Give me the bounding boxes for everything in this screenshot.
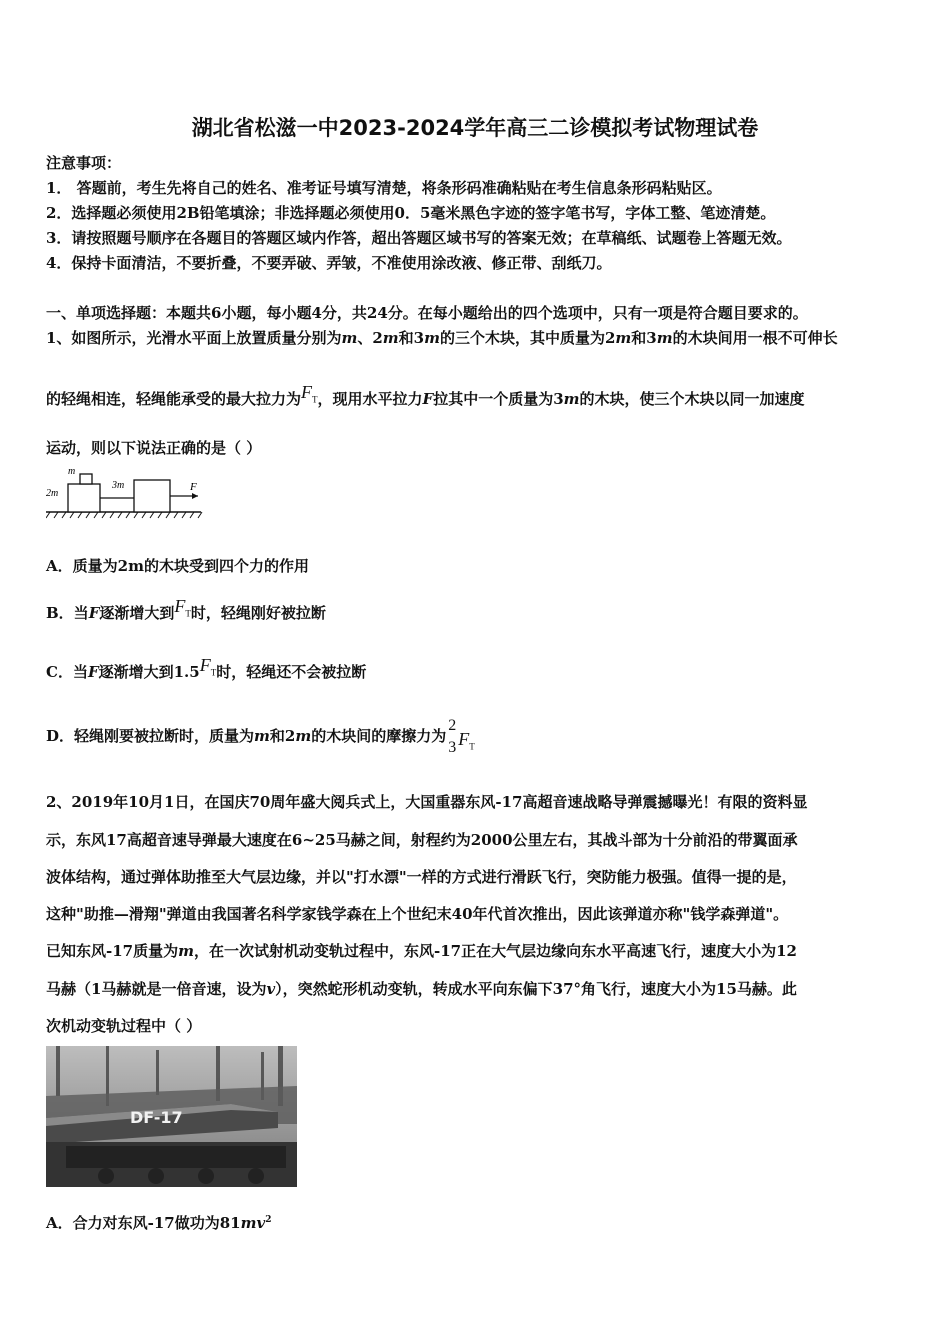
ground-hatch [46, 512, 202, 518]
block-2m [68, 484, 100, 512]
block-diagram [46, 464, 206, 520]
notice-heading: 注意事项： [46, 154, 122, 172]
label-F: F [190, 481, 197, 493]
notice-item: 4．保持卡面清洁，不要折叠，不要弄破、弄皱，不准使用涂改液、修正带、刮纸刀。 [46, 254, 612, 272]
page-title: 湖北省松滋一中2023-2024学年高三二诊模拟考试物理试卷 [191, 116, 759, 140]
q1-line-1: 1、如图所示，光滑水平面上放置质量分别为m、2m和3m的三个木块，其中质量为2m和3m的木块间用一根不可伸长 [46, 329, 838, 347]
label-3m: 3m [112, 480, 125, 491]
q1-line-2: 的轻绳相连，轻绳能承受的最大拉力为$F_T$，现用水平拉力F拉其中一个质量为3m的木块，使三个木块以同一加速度 [46, 382, 805, 408]
notice-item: 1． 答题前，考生先将自己的姓名、准考证号填写清楚，将条形码准确粘贴在考生信息条形码粘贴区。 [46, 179, 722, 197]
ft-symbol: $F_T$ [199, 655, 217, 678]
ft-symbol: $F_T$ [174, 596, 191, 619]
notice-item: 2．选择题必须使用2B铅笔填涂；非选择题必须使用0．5毫米黑色字迹的签字笔书写，字体工整、笔迹清楚。 [46, 204, 776, 222]
label-2m: 2m [46, 488, 59, 499]
q1-line-3: 运动，则以下说法正确的是（ ） [46, 439, 262, 457]
q1-option-b: B．当F逐渐增大到$F_T$时，轻绳刚好被拉断 [46, 596, 326, 622]
q2-line-1: 2、2019年10月1日，在国庆70周年盛大阅兵式上，大国重器东风-17高超音速战略导弹震撼曝光！有限的资料显 [46, 793, 808, 811]
q2-line-4: 这种"助推—滑翔"弹道由我国著名科学家钱学森在上个世纪末40年代首次推出，因此该弹道亦称"钱学森弹道"。 [46, 905, 789, 923]
q2-line-7: 次机动变轨过程中（ ） [46, 1017, 202, 1035]
arrow-head-icon [192, 493, 198, 499]
notice-item: 3．请按照题号顺序在各题目的答题区域内作答，超出答题区域书写的答案无效；在草稿纸、试题卷上答题无效。 [46, 229, 792, 247]
ft-symbol: $F_T$ [458, 729, 475, 752]
q1-option-a: A．质量为2m的木块受到四个力的作用 [46, 557, 309, 575]
label-m: m [68, 466, 76, 477]
q2-line-3: 波体结构，通过弹体助推至大气层边缘，并以"打水漂"一样的方式进行滑跃飞行，突防能力极强。值得一提的是， [46, 868, 797, 886]
q2-option-a: A．合力对东风-17做功为$81mv^2$ [46, 1214, 272, 1232]
section-heading: 一、单项选择题：本题共6小题，每小题4分，共24分。在每小题给出的四个选项中，只有一项是符合题目要求的。 [46, 304, 808, 322]
missile-label: DF-17 [130, 1108, 183, 1127]
fraction: 2 3 [448, 717, 457, 756]
q2-line-6: 马赫（1马赫就是一倍音速，设为v），突然蛇形机动变轨，转成水平向东偏下37°角飞行，速度大小为15马赫。此 [46, 980, 797, 998]
block-3m [134, 480, 170, 512]
q1-option-d: D．轻绳刚要被拉断时，质量为m和2m的木块间的摩擦力为 2 3 $F_T$ [46, 712, 475, 766]
ft-symbol: $F_T$ [301, 382, 318, 405]
q2-line-5: 已知东风-17质量为m，在一次试射机动变轨过程中，东风-17正在大气层边缘向东水平高速飞行，速度大小为12 [46, 942, 797, 960]
q2-line-2: 示，东风17高超音速导弹最大速度在6~25马赫之间，射程约为2000公里左右，其战斗部为十分前沿的带翼面承 [46, 831, 798, 849]
q1-option-c: C．当F逐渐增大到$1.5F_T$时，轻绳还不会被拉断 [46, 655, 367, 681]
block-m [80, 474, 92, 484]
df17-photo [46, 1046, 297, 1187]
